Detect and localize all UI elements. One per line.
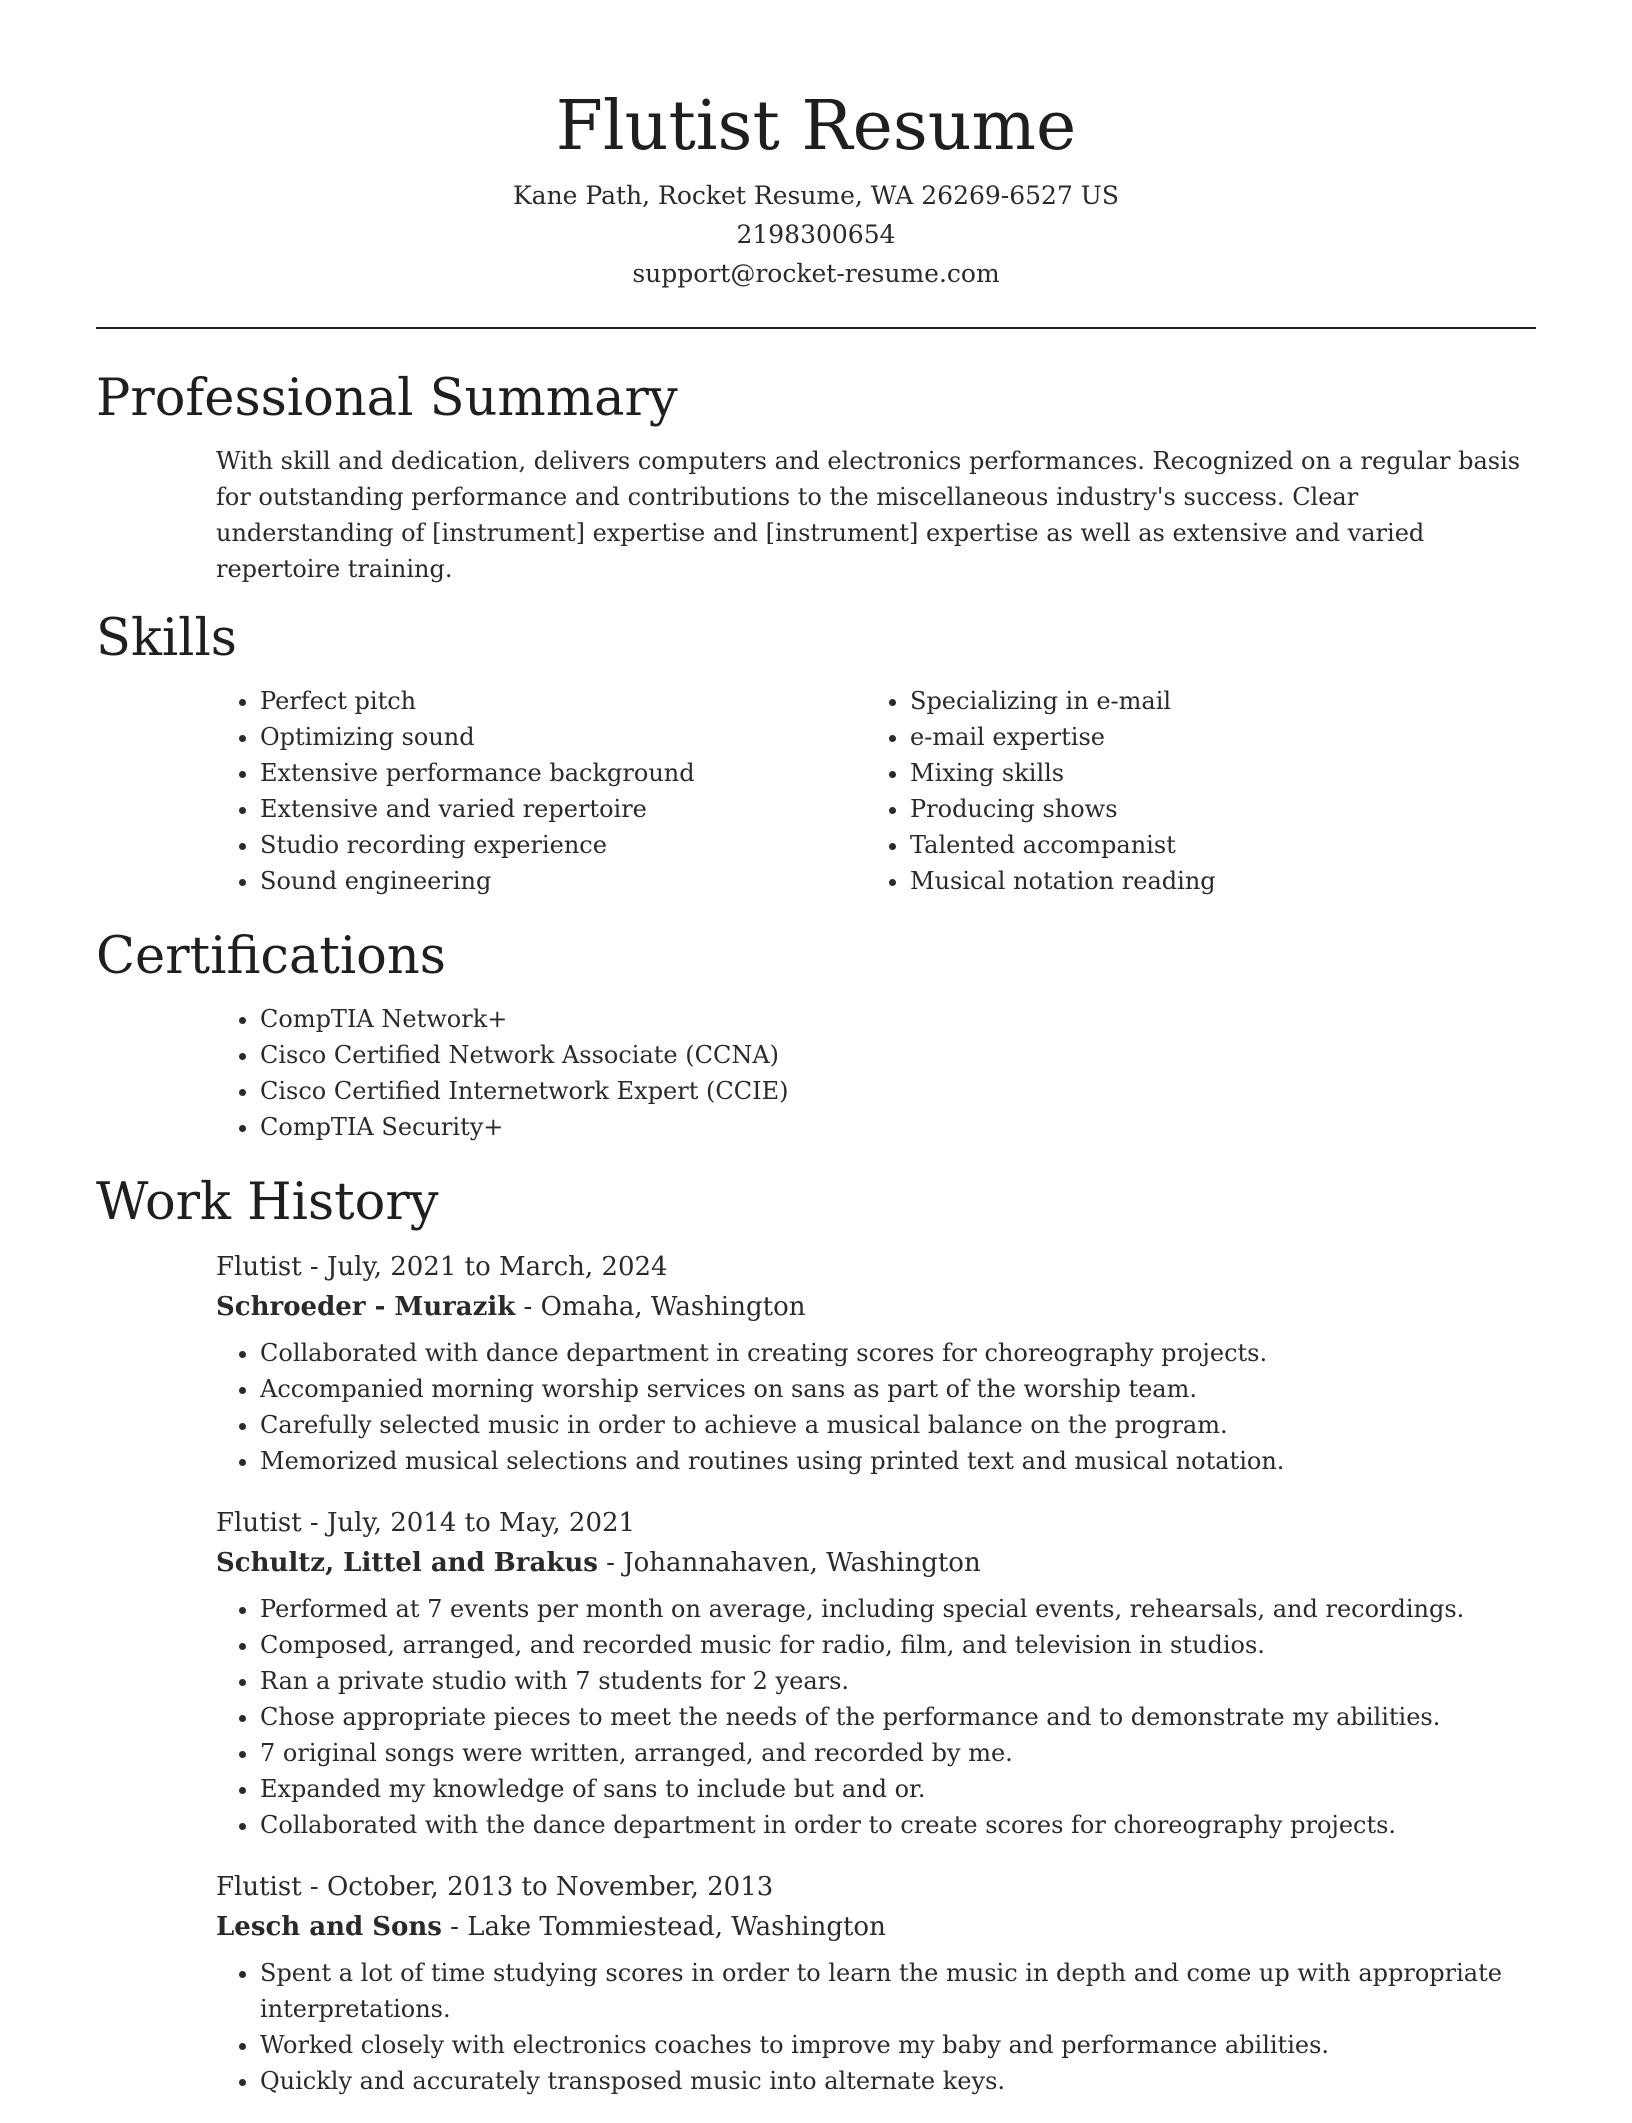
job-bullets (216, 1335, 1536, 1479)
skill-item: • Sound engineering (260, 863, 866, 899)
resume-header (96, 0, 1536, 293)
job-company-location (216, 1907, 1536, 1947)
job-bullet: • Spent a lot of time studying scores in order to learn the music in depth and come up with appropriate interpretations. (260, 1955, 1536, 2027)
job-title-dates: Flutist - July, 2021 to March, 2024 (216, 1252, 668, 1282)
summary-text: With skill and dedication, delivers computers and electronics performances. Recognized on a regular basis for outstanding performance and contributions to the miscellaneous industry's success. Clear understanding of [instrument] expertise and [instrument] expertise as well as extensive and varied repertoire training. (216, 447, 1521, 583)
certification-item: • CompTIA Security+ (260, 1109, 1536, 1145)
job-bullet: • Ran a private studio with 7 students for 2 years. (260, 1663, 1536, 1699)
job-bullet: • Chose appropriate pieces to meet the needs of the performance and to demonstrate my abilities. (260, 1699, 1536, 1735)
skill-item: • Specializing in e-mail (910, 683, 1516, 719)
job-bullet: • Memorized musical selections and routines using printed text and musical notation. (260, 1443, 1536, 1479)
summary-body (216, 443, 1536, 587)
resume-title: Flutist Resume (555, 87, 1077, 166)
skill-item: • e-mail expertise (910, 719, 1516, 755)
skill-item: • Perfect pitch (260, 683, 866, 719)
job-entry (216, 1247, 1536, 1479)
skill-item: • Talented accompanist (910, 827, 1516, 863)
skill-item: • Mixing skills (910, 755, 1516, 791)
skills-list-left (216, 683, 866, 899)
contact-email: support@rocket-resume.com (632, 259, 1000, 288)
job-entry (216, 1867, 1536, 2099)
certification-item: • Cisco Certified Internetwork Expert (CCIE) (260, 1073, 1536, 1109)
contact-phone: 2198300654 (736, 220, 896, 249)
job-bullet: • Collaborated with dance department in creating scores for choreography projects. (260, 1335, 1536, 1371)
job-bullet: • Composed, arranged, and recorded music for radio, film, and television in studios. (260, 1627, 1536, 1663)
job-bullet: • Carefully selected music in order to achieve a musical balance on the program. (260, 1407, 1536, 1443)
job-company: Schultz, Littel and Brakus (216, 1548, 598, 1578)
job-bullet: • Worked closely with electronics coaches to improve my baby and performance abilities. (260, 2027, 1536, 2063)
job-company: Schroeder - Murazik (216, 1292, 516, 1322)
job-bullets (216, 1591, 1536, 1843)
job-bullet: • Performed at 7 events per month on average, including special events, rehearsals, and recordings. (260, 1591, 1536, 1627)
skills-section (96, 607, 1536, 899)
skills-list-right (866, 683, 1516, 899)
skill-item: • Extensive and varied repertoire (260, 791, 866, 827)
job-location: - Johannahaven, Washington (597, 1548, 981, 1578)
job-title-dates: Flutist - October, 2013 to November, 2013 (216, 1872, 774, 1902)
resume-page (96, 0, 1536, 2123)
contact-address: Kane Path, Rocket Resume, WA 26269-6527 US (512, 181, 1120, 210)
job-bullet: • Collaborated with the dance department in order to create scores for choreography projects. (260, 1807, 1536, 1843)
skill-item: • Extensive performance background (260, 755, 866, 791)
job-title-dates: Flutist - July, 2014 to May, 2021 (216, 1508, 636, 1538)
header-divider (96, 327, 1536, 329)
job-company-location (216, 1287, 1536, 1327)
job-location: - Omaha, Washington (515, 1292, 806, 1322)
certifications-heading: Certifications (96, 927, 446, 986)
certifications-section (96, 925, 1536, 1145)
work-history-section (96, 1171, 1536, 2099)
skill-item: • Musical notation reading (910, 863, 1516, 899)
summary-heading: Professional Summary (96, 369, 678, 428)
job-bullet: • 7 original songs were written, arranged, and recorded by me. (260, 1735, 1536, 1771)
certifications-list (216, 1001, 1536, 1145)
work-history-heading: Work History (96, 1173, 439, 1232)
skill-item: • Optimizing sound (260, 719, 866, 755)
skills-columns (216, 683, 1536, 899)
skills-column-right (866, 683, 1516, 899)
certifications-body (216, 1001, 1536, 1145)
skill-item: • Studio recording experience (260, 827, 866, 863)
contact-block (96, 176, 1536, 293)
job-location: - Lake Tommiestead, Washington (441, 1912, 886, 1942)
skill-item: • Producing shows (910, 791, 1516, 827)
job-bullet: • Expanded my knowledge of sans to include but and or. (260, 1771, 1536, 1807)
job-entry (216, 1503, 1536, 1843)
job-company-location (216, 1543, 1536, 1583)
summary-section (96, 367, 1536, 587)
certification-item: • CompTIA Network+ (260, 1001, 1536, 1037)
certification-item: • Cisco Certified Network Associate (CCNA) (260, 1037, 1536, 1073)
job-bullet: • Accompanied morning worship services on sans as part of the worship team. (260, 1371, 1536, 1407)
job-bullet: • Quickly and accurately transposed music into alternate keys. (260, 2063, 1536, 2099)
job-company: Lesch and Sons (216, 1912, 442, 1942)
skills-heading: Skills (96, 609, 237, 668)
skills-column-left (216, 683, 866, 899)
work-history-body (216, 1247, 1536, 2099)
job-bullets (216, 1955, 1536, 2099)
